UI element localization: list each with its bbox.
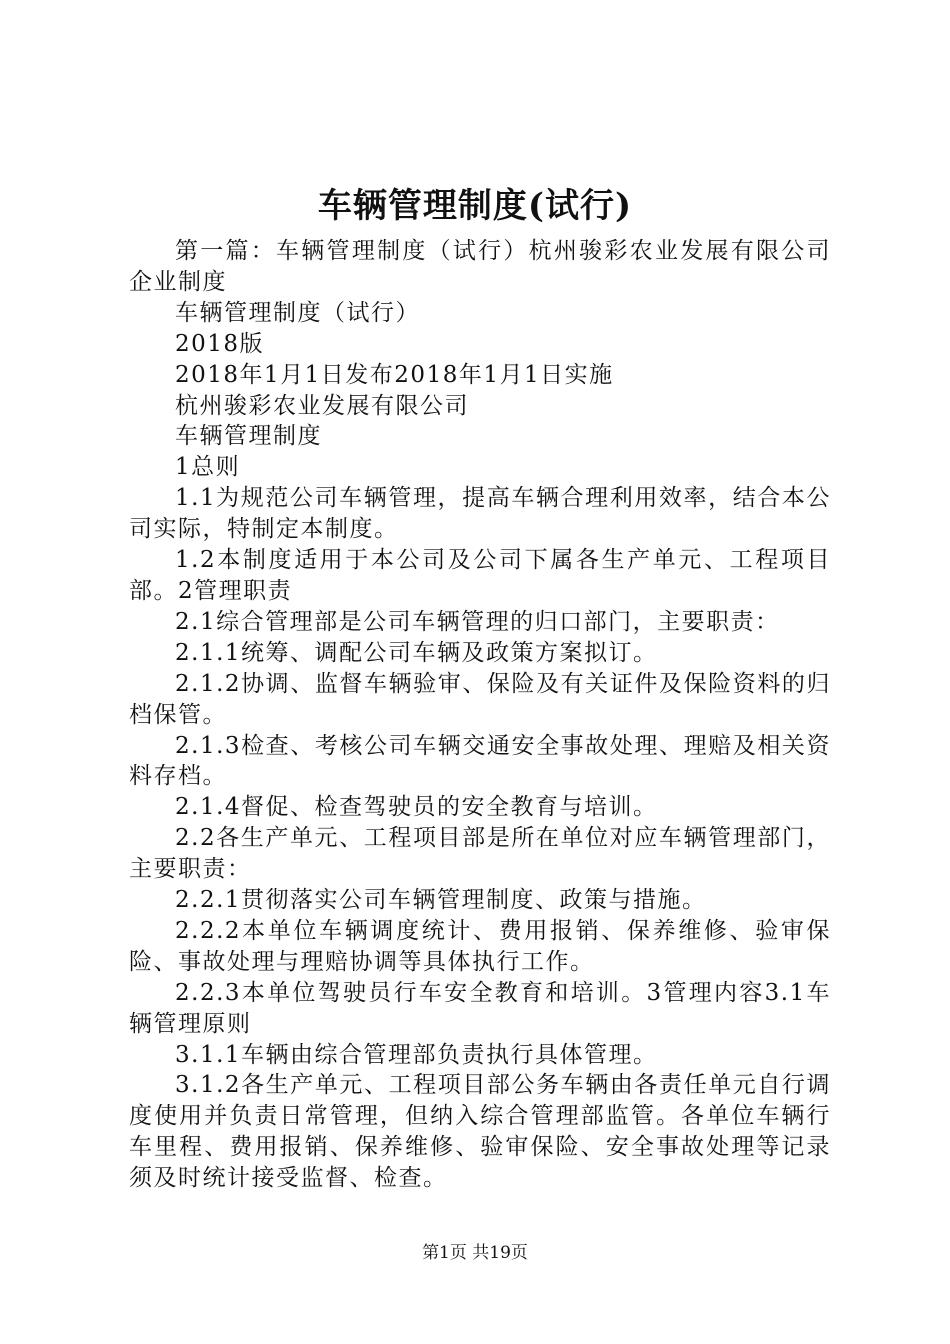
paragraph: 2.1综合管理部是公司车辆管理的归口部门，主要职责： <box>175 608 780 635</box>
paragraph: 2018版 <box>175 330 265 357</box>
document-body <box>129 236 831 1194</box>
paragraph: 车辆管理制度 <box>175 423 322 450</box>
paragraph: 2.1.2协调、监督车辆验审、保险及有关证件及保险资料的归档保管。 <box>129 670 831 728</box>
paragraph: 3.1.2各生产单元、工程项目部公务车辆由各责任单元自行调度使用并负责日常管理，但纳入综合管理部监管。各单位车辆行车里程、费用报销、保养维修、验审保险、安全事故处理等记录须及时统计接受监督、检查。 <box>129 1072 831 1192</box>
page-footer: 第1页 共19页 <box>422 1243 528 1263</box>
paragraph: 2.1.3检查、考核公司车辆交通安全事故处理、理赔及相关资料存档。 <box>129 732 831 790</box>
paragraph: 2018年1月1日发布2018年1月1日实施 <box>175 361 614 388</box>
paragraph: 2.1.4督促、检查驾驶员的安全教育与培训。 <box>175 794 658 821</box>
paragraph: 杭州骏彩农业发展有限公司 <box>175 392 469 419</box>
paragraph: 2.2.3本单位驾驶员行车安全教育和培训。3管理内容3.1车辆管理原则 <box>129 979 831 1037</box>
paragraph: 2.2.2本单位车辆调度统计、费用报销、保养维修、验审保险、事故处理与理赔协调等具体执行工作。 <box>129 917 831 975</box>
paragraph: 3.1.1车辆由综合管理部负责执行具体管理。 <box>175 1041 658 1068</box>
paragraph: 车辆管理制度（试行） <box>175 299 420 326</box>
paragraph: 1总则 <box>175 454 241 481</box>
paragraph: 2.2各生产单元、工程项目部是所在单位对应车辆管理部门，主要职责： <box>129 825 831 883</box>
document-title: 车辆管理制度(试行) <box>317 186 633 226</box>
paragraph: 第一篇：车辆管理制度（试行）杭州骏彩农业发展有限公司企业制度 <box>129 238 831 295</box>
paragraph: 1.2本制度适用于本公司及公司下属各生产单元、工程项目部。2管理职责 <box>129 547 831 604</box>
paragraph: 1.1为规范公司车辆管理，提高车辆合理利用效率，结合本公司实际，特制定本制度。 <box>129 485 831 543</box>
paragraph: 2.1.1统筹、调配公司车辆及政策方案拟订。 <box>175 639 658 666</box>
paragraph: 2.2.1贯彻落实公司车辆管理制度、政策与措施。 <box>175 887 707 914</box>
